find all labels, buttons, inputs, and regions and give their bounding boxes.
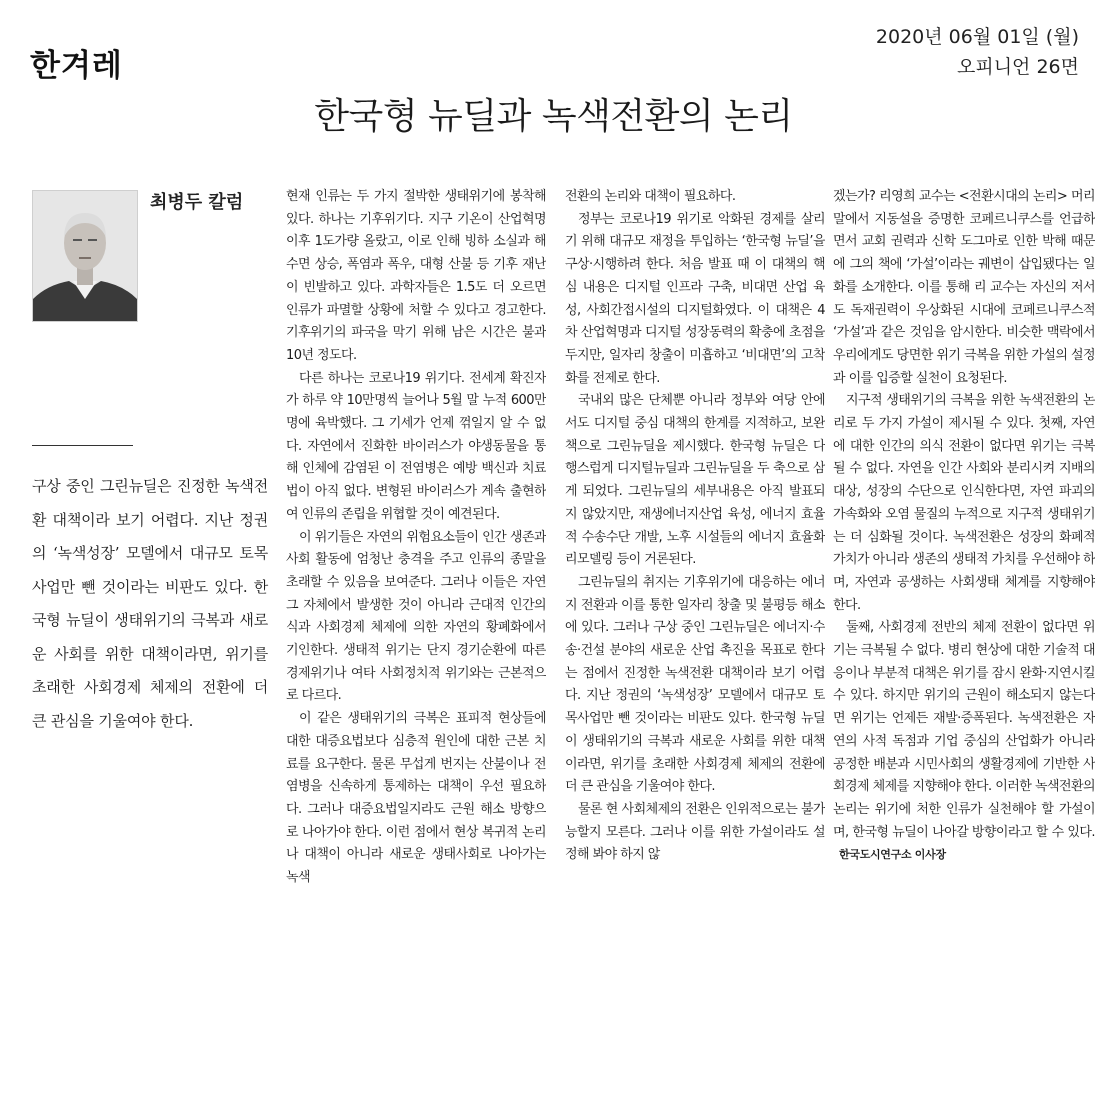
issue-date: 2020년 06월 01일 (월) [875, 26, 1079, 48]
paragraph: 겠는가? 리영희 교수는 <전환시대의 논리> 머리말에서 지동설을 증명한 코페르니쿠스를 언급하면서 교회 권력과 신학 도그마로 인한 박해 때문에 그의 책에 ‘가설’이라는 궤변이 삽입됐다는 일화를 소개한다. 이를 통해 리 교수는 자신의 저서도 독재권력이 우상화된 시대에 코페르니쿠스적 ‘가설’과 같은 것임을 암시한다. 비슷한 맥락에서 우리에게도 당면한 위기 극복을 위한 가설의 설정과 이를 입증할 실천이 요청된다. [833, 189, 1095, 386]
paragraph: 이 같은 생태위기의 극복은 표피적 현상들에 대한 대증요법보다 심층적 원인에 대한 근본 치료를 요구한다. 물론 무섭게 번지는 산불이나 전염병을 신속하게 통제하는 대책이 우선 필요하다. 그러나 대증요법일지라도 근원 해소 방향으로 나아가야 한다. 이런 점에서 현상 복귀적 논리나 대책이 아니라 새로운 생태사회로 나아가는 녹색 [286, 711, 546, 886]
paragraph: 지구적 생태위기의 극복을 위한 녹색전환의 논리로 두 가지 가설이 제시될 수 있다. 첫째, 자연에 대한 인간의 의식 전환이 없다면 위기는 극복될 수 없다. 자연을 인간 사회와 분리시켜 지배의 대상, 성장의 수단으로 인식한다면, 자연 파괴의 가속화와 오염 물질의 누적으로 지구적 생태위기는 더 심화될 것이다. 녹색전환은 성장의 화폐적 가치가 아니라 생존의 생태적 가치를 우선해야 하며, 자연과 공생하는 사회생태 체계를 지향해야 한다. [833, 393, 1095, 613]
paragraph: 정부는 코로나19 위기로 악화된 경제를 살리기 위해 대규모 재정을 투입하는 ‘한국형 뉴딜’을 구상·시행하려 한다. 처음 발표 때 이 대책의 핵심 내용은 디지털 인프라 구축, 비대면 산업 육성, 사회간접시설의 디지털화였다. 이 대책은 4차 산업혁명과 디지털 성장동력의 확충에 초점을 두지만, 일자리 창출이 미흡하고 ‘비대면’의 고착화를 전제로 한다. [565, 211, 825, 386]
paragraph: 그린뉴딜의 취지는 기후위기에 대응하는 에너지 전환과 이를 통한 일자리 창출 및 불평등 해소에 있다. 그러나 구상 중인 그린뉴딜은 에너지·수송·건설 분야의 새로운 산업 촉진을 목표로 한다는 점에서 진정한 녹색전환 대책이라 보기 어렵다. 지난 정권의 ‘녹색성장’ 모델에서 대규모 토목사업만 뺀 것이라는 비판도 있다. 한국형 뉴딜이 생태위기의 극복과 새로운 사회를 위한 대책이라면, 위기를 초래한 사회경제 체제의 전환에 더 큰 관심을 기울여야 한다. [565, 574, 825, 795]
paragraph: 전환의 논리와 대책이 필요하다. [565, 189, 736, 204]
article-headline: 한국형 뉴딜과 녹색전환의 논리 [314, 96, 793, 137]
article-column-3 [833, 186, 1095, 1106]
author-affiliation: 한국도시연구소 이사장 [839, 848, 946, 862]
columnist-photo [32, 190, 138, 322]
paragraph: 물론 현 사회체제의 전환은 인위적으로는 불가능할지 모른다. 그러나 이를 위한 가설이라도 설정해 봐야 하지 않 [565, 801, 825, 863]
paragraph-text: 둘째, 사회경제 전반의 체제 전환이 없다면 위기는 극복될 수 없다. 병리 현상에 대한 기술적 대응이나 부분적 대책은 위기를 잠시 완화·지연시킬 수 있다. 하지만 위기의 근원이 해소되지 않는다면 위기는 언제든 재발·증폭된다. 녹색전환은 자연의 사적 독점과 기업 중심의 산업화가 아니라 공정한 배분과 시민사회의 생활경제에 기반한 사회경제 체제를 지향해야 한다. 이러한 녹색전환의 논리는 위기에 처한 인류가 실천해야 할 가설이며, 한국형 뉴딜이 나아갈 방향이라고 할 수 있다. [833, 620, 1095, 840]
paragraph: 현재 인류는 두 가지 절박한 생태위기에 봉착해 있다. 하나는 기후위기다. 지구 기온이 산업혁명 이후 1도가량 올랐고, 이로 인해 빙하 소실과 해수면 상승, 폭염과 폭우, 대형 산불 등 기후 재난이 빈발하고 있다. 과학자들은 1.5도 더 오르면 인류가 파멸할 상황에 처할 수 있다고 경고한다. 기후위기의 파국을 막기 위해 남은 시간은 불과 10년 정도다. [286, 189, 546, 363]
paragraph [833, 617, 1095, 867]
paragraph: 국내외 많은 단체뿐 아니라 정부와 여당 안에서도 디지털 중심 대책의 한계를 지적하고, 보완책으로 그린뉴딜을 제시했다. 한국형 뉴딜은 다행스럽게 디지털뉴딜과 그린뉴딜을 두 축으로 삼게 되었다. 그린뉴딜의 세부내용은 아직 발표되지 않았지만, 재생에너지산업 육성, 에너지 효율적 수송수단 개발, 노후 시설들의 에너지 효율화 리모델링 등이 거론된다. [565, 393, 825, 568]
newspaper-logo: 한겨레 [30, 48, 123, 84]
paragraph: 이 위기들은 자연의 위험요소들이 인간 생존과 사회 활동에 엄청난 충격을 주고 인류의 종말을 초래할 수 있음을 보여준다. 그러나 이들은 자연 그 자체에서 발생한 것이 아니라 근대적 인간의식과 사회경제 체제에 의한 자연의 황폐화에서 기인한다. 생태적 위기는 단지 경기순환에 따른 경제위기나 여타 사회정치적 위기와는 근본적으로 다르다. [286, 529, 546, 704]
pullquote-divider [32, 445, 133, 446]
pull-quote: 구상 중인 그린뉴딜은 진정한 녹색전환 대책이라 보기 어렵다. 지난 정권의 ‘녹색성장’ 모델에서 대규모 토목사업만 뺀 것이라는 비판도 있다. 한국형 뉴딜이 생태위기의 극복과 새로운 사회를 위한 대책이라면, 위기를 초래한 사회경제 체제의 전환에 더 큰 관심을 기울여야 한다. [32, 477, 268, 730]
paragraph: 다른 하나는 코로나19 위기다. 전세계 확진자가 하루 약 10만명씩 늘어나 5월 말 누적 600만명에 육박했다. 그 기세가 언제 꺾일지 알 수 없다. 자연에서 진화한 바이러스가 야생동물을 통해 인체에 감염된 이 전염병은 예방 백신과 치료법이 아직 없다. 변형된 바이러스가 계속 출현하여 인류의 존립을 위협할 것이 예견된다. [286, 370, 546, 522]
article-column-1 [286, 186, 546, 1106]
column-byline: 최병두 칼럼 [150, 192, 244, 213]
article-column-2 [565, 186, 825, 1106]
issue-meta [876, 22, 1079, 82]
page-section: 오피니언 26면 [957, 56, 1079, 78]
portrait-icon [33, 191, 137, 321]
